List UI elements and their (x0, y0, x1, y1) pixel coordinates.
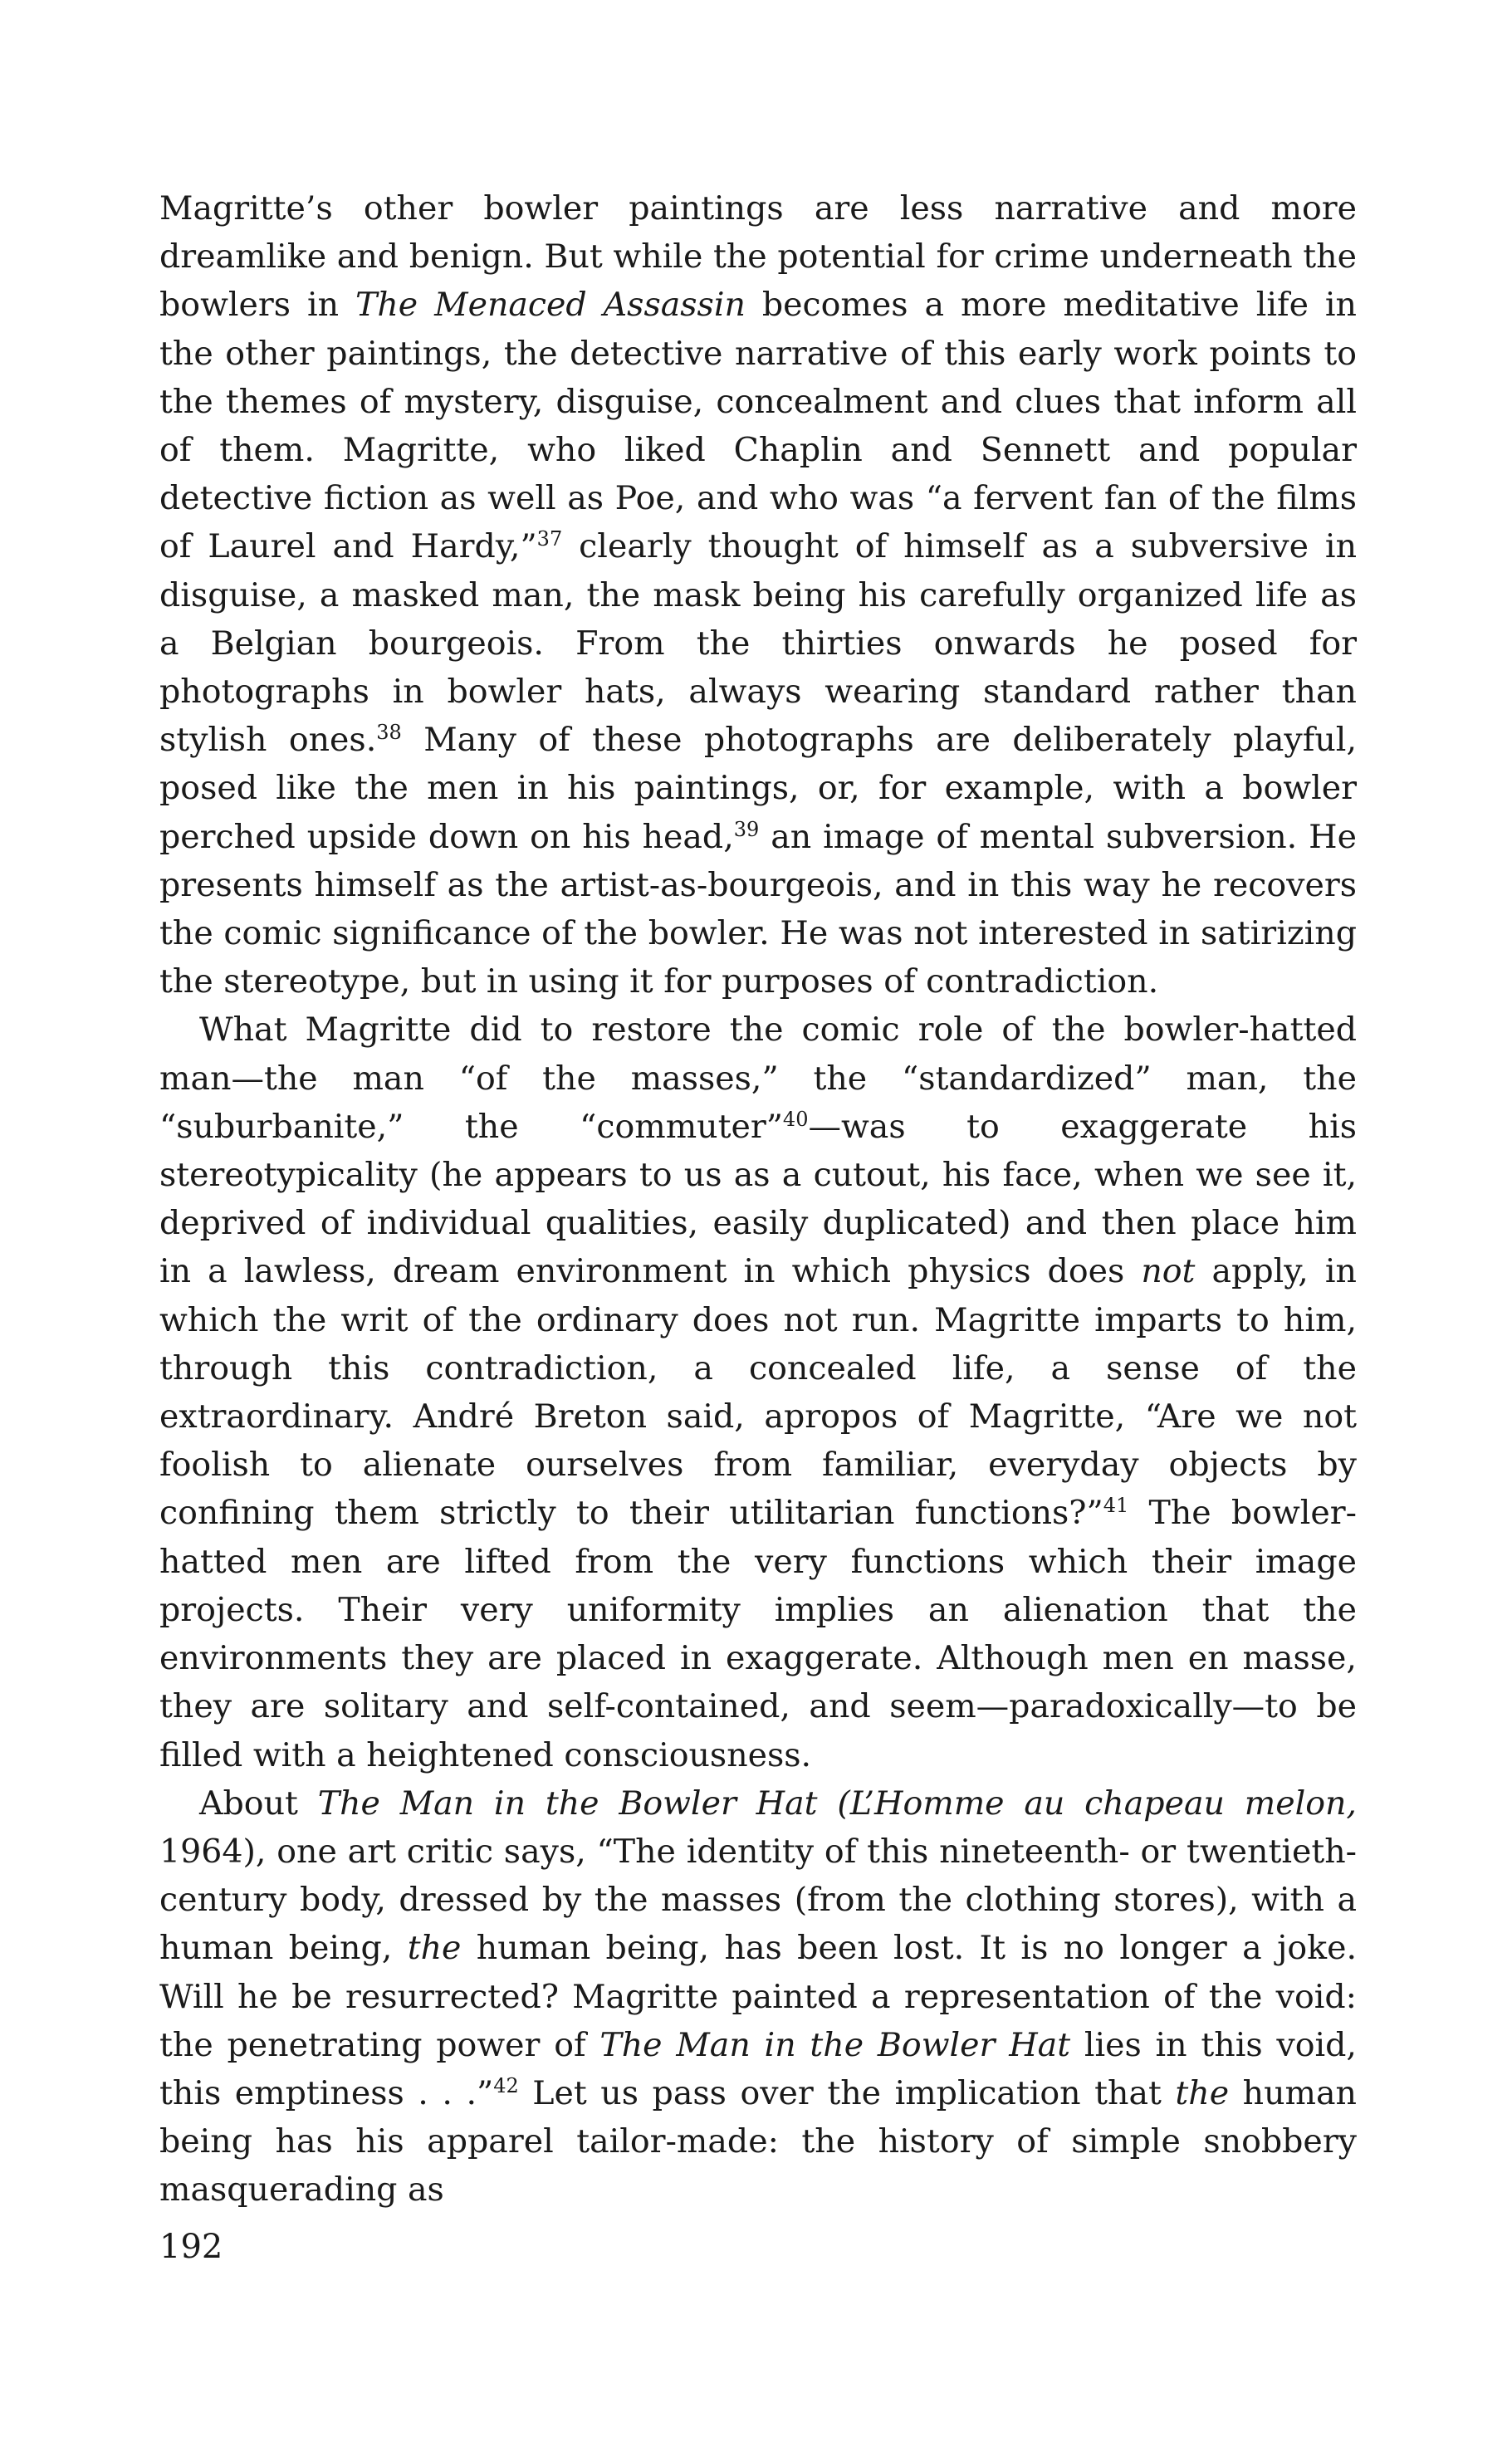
footnote-ref: 40 (782, 1107, 809, 1131)
italic-text: The Menaced Assassin (355, 286, 746, 325)
italic-text: not (1141, 1252, 1196, 1291)
text-run: 1964), one art critic says, “The identity of this nineteenth- or twentieth-century body, dressed by the masses (from the clothing stores), with a human being, (159, 1832, 1357, 1968)
paragraph-3 (159, 1779, 1357, 2214)
body-text (159, 184, 1357, 2214)
footnote-ref: 39 (733, 817, 760, 841)
text-run: lies in this void, this emptiness . . .” (159, 2025, 1357, 2112)
text-run: an image of mental subversion. He presents himself as the artist-as-bourgeois, and in this way he recovers the comic significance of the bowler. He was not interested in satirizing the stereotype, but in using it for purposes of contradiction. (159, 817, 1357, 1001)
text-run: About (199, 1784, 318, 1823)
italic-text: The Man in the Bowler Hat (L’Homme au chapeau melon, (317, 1784, 1357, 1823)
paragraph-1 (159, 184, 1357, 1006)
text-run: Magritte’s other bowler paintings are less narrative and more dreamlike and benign. But while the potential for crime underneath the bowlers in (159, 189, 1357, 325)
italic-text: The Man in the Bowler Hat (599, 2025, 1071, 2064)
text-run: —was to exaggerate his stereotypicality (he appears to us as a cutout, his face, when we see it, deprived of individual qualities, easily duplicated) and then place him in a lawless, dream environment in which physics does (159, 1107, 1357, 1291)
footnote-ref: 41 (1103, 1494, 1129, 1518)
page-number: 192 (159, 2228, 223, 2266)
text-run: The bowler-hatted men are lifted from the very functions which their image projects. Their very uniformity implies an alienation that the environments they are placed in exaggerate. Although men en masse, they are solitary and self-contained, and seem—paradoxically—to be filled with a heightened consciousness. (159, 1494, 1357, 1774)
text-run: Many of these photographs are deliberately playful, posed like the men in his paintings, or, for example, with a bowler perched upside down on his head, (159, 721, 1357, 856)
text-run: What Magritte did to restore the comic role of the bowler-hatted man—the man “of the masses,” the “standardized” man, the “suburbanite,” the “commuter” (159, 1011, 1357, 1146)
footnote-ref: 42 (493, 2073, 519, 2097)
text-run: human being, has been lost. It is no longer a joke. Will he be resurrected? Magritte painted a representation of the void: the penetrating power of (159, 1929, 1357, 2064)
text-run: clearly thought of himself as a subversive in disguise, a masked man, the mask being his carefully organized life as a Belgian bourgeois. From the thirties onwards he posed for photographs in bowler hats, always wearing standard rather than stylish ones. (159, 527, 1358, 760)
footnote-ref: 37 (536, 527, 563, 551)
footnote-ref: 38 (376, 721, 402, 745)
italic-text: the (407, 1929, 462, 1968)
text-run: Let us pass over the implication that (518, 2073, 1176, 2112)
paragraph-2 (159, 1006, 1357, 1779)
text-run: human being has his apparel tailor-made: the history of simple snobbery masquerading as (159, 2073, 1357, 2210)
italic-text: the (1175, 2073, 1230, 2112)
text-run: becomes a more meditative life in the other paintings, the detective narrative of this early work points to the themes of mystery, disguise, concealment and clues that inform all of them. Magritte, who liked Chaplin and Sennett and popular detective fiction as well as Poe, and who was “a fervent fan of the films of Laurel and Hardy,” (159, 286, 1357, 566)
text-run: apply, in which the writ of the ordinary does not run. Magritte imparts to him, through this contradiction, a concealed life, a sense of the extraordinary. André Breton said, apropos of Magritte, “Are we not foolish to alienate ourselves from familiar, everyday objects by confining them strictly to their utilitarian functions?” (159, 1252, 1357, 1533)
